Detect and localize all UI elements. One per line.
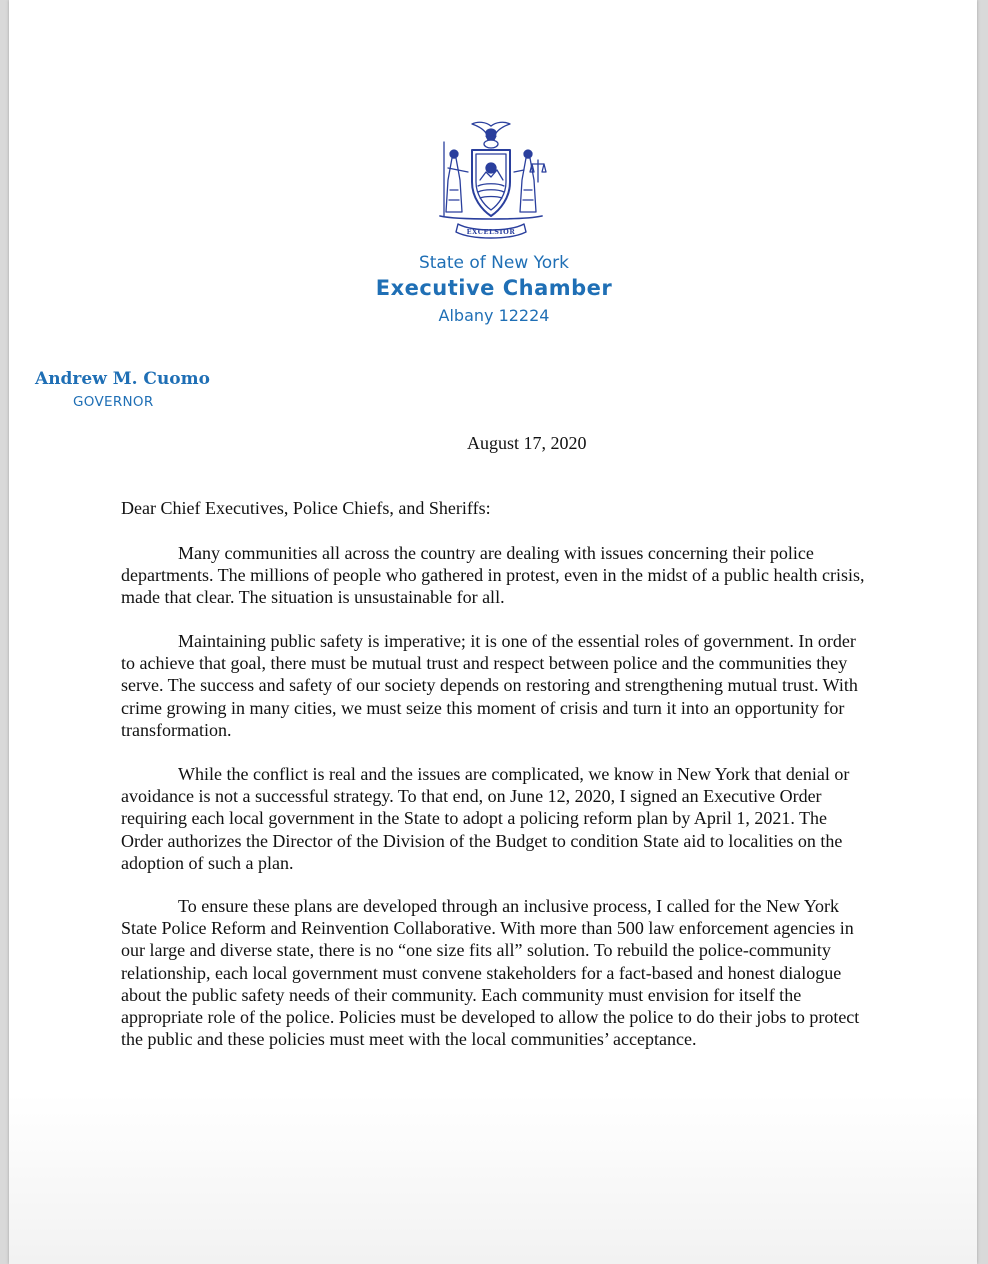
paragraph-1: Many communities all across the country are dealing with issues concerning their police departments. The millions of people who gathered in protest, even in the midst of a public health crisis, made that clear. The situation is unsustainable for all. <box>121 543 865 608</box>
new-york-state-seal-icon <box>428 120 554 242</box>
governor-title: GOVERNOR <box>73 394 154 410</box>
letterhead-city: Albany 12224 <box>438 306 550 325</box>
letter-date: August 17, 2020 <box>467 433 587 453</box>
seal-motto: EXCELSIOR <box>466 228 516 236</box>
paragraph-4: To ensure these plans are developed through an inclusive process, I called for the New York State Police Reform and Reinvention Collaborative. With more than 500 law enforcement agencies in our large and diverse state, there is no “one size fits all” solution. To rebuild the police-community relationship, each local government must convene stakeholders for a fact-based and honest dialogue about the public safety needs of their community. Each community must envision for itself the appropriate role of the police. Policies must be developed to allow the police to do their jobs to protect the public and these policies must meet with the local communities’ acceptance. <box>121 896 860 1050</box>
page-bottom-shade <box>9 1094 977 1264</box>
letterhead-chamber: Executive Chamber <box>375 276 613 300</box>
letterhead-state: State of New York <box>418 253 570 273</box>
paragraph-2: Maintaining public safety is imperative; it is one of the essential roles of government. In order to achieve that goal, there must be mutual trust and respect between police and the communities they serve. The success and safety of our society depends on restoring and strengthening mutual trust. With crime growing in many cities, we must seize this moment of crisis and turn it into an opportunity for transformation. <box>121 631 858 740</box>
governor-name: Andrew M. Cuomo <box>35 369 210 389</box>
letter-salutation: Dear Chief Executives, Police Chiefs, and Sheriffs: <box>121 498 491 518</box>
paragraph-3: While the conflict is real and the issues are complicated, we know in New York that denial or avoidance is not a successful strategy. To that end, on June 12, 2020, I signed an Executive Order requiring each local government in the State to adopt a policing reform plan by April 1, 2021. The Order authorizes the Director of the Division of the Budget to condition State aid to localities on the adoption of such a plan. <box>121 764 850 873</box>
